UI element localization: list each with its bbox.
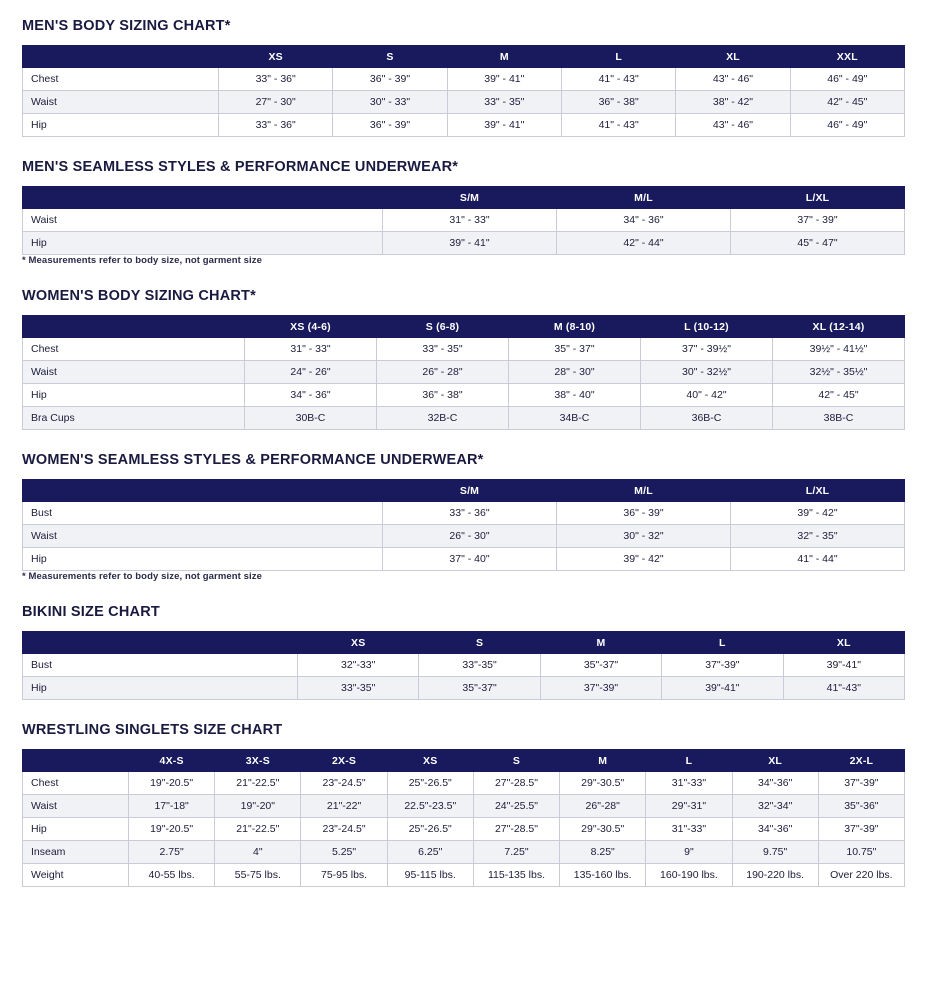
measurement-cell: 33"-35" (298, 677, 419, 700)
column-header: XS (4-6) (245, 316, 377, 338)
measurement-cell: 38B-C (773, 407, 905, 430)
measurement-cell: 4" (215, 841, 301, 864)
measurement-cell: 37"-39" (818, 772, 904, 795)
measurement-cell: 26" - 30" (383, 525, 557, 548)
measurement-cell: 25"-26.5" (387, 772, 473, 795)
measurement-cell: 40-55 lbs. (129, 864, 215, 887)
column-header: S/M (383, 187, 557, 209)
row-label: Waist (23, 525, 383, 548)
measurement-cell: 24"-25.5" (473, 795, 559, 818)
column-header: 2X-L (818, 750, 904, 772)
measurement-cell: 45" - 47" (731, 232, 905, 255)
section-bikini (22, 604, 905, 700)
row-label: Chest (23, 772, 129, 795)
measurement-cell: 23"-24.5" (301, 772, 387, 795)
row-label: Weight (23, 864, 129, 887)
sizing-table-wrestling (22, 749, 905, 887)
table-row (23, 384, 905, 407)
measurement-cell: 42" - 45" (790, 91, 904, 114)
measurement-cell: 25"-26.5" (387, 818, 473, 841)
measurement-cell: 39"-41" (662, 677, 783, 700)
measurement-cell: 10.75" (818, 841, 904, 864)
section-title: MEN'S BODY SIZING CHART* (22, 18, 231, 34)
table-row (23, 818, 905, 841)
measurement-cell: 22.5"-23.5" (387, 795, 473, 818)
table-row (23, 677, 905, 700)
measurement-cell: 21"-22.5" (215, 772, 301, 795)
table-row (23, 795, 905, 818)
measurement-cell: 37" - 40" (383, 548, 557, 571)
row-label: Chest (23, 338, 245, 361)
measurement-cell: 32"-33" (298, 654, 419, 677)
column-header: XL (12-14) (773, 316, 905, 338)
table-row (23, 502, 905, 525)
measurement-cell: 33" - 36" (383, 502, 557, 525)
column-header: 2X-S (301, 750, 387, 772)
column-header: S/M (383, 480, 557, 502)
table-row (23, 407, 905, 430)
measurement-cell: 27"-28.5" (473, 772, 559, 795)
table-row (23, 91, 905, 114)
row-label: Bra Cups (23, 407, 245, 430)
measurement-cell: 32½" - 35½" (773, 361, 905, 384)
measurement-cell: 36" - 38" (561, 91, 675, 114)
table-row (23, 68, 905, 91)
column-header: XL (676, 46, 790, 68)
column-header: 4X-S (129, 750, 215, 772)
measurement-cell: 23"-24.5" (301, 818, 387, 841)
column-header: M (540, 632, 661, 654)
measurement-cell: 34B-C (509, 407, 641, 430)
measurement-cell: 21"-22" (301, 795, 387, 818)
row-label: Hip (23, 232, 383, 255)
measurement-cell: 34"-36" (732, 818, 818, 841)
measurement-cell: 36" - 39" (333, 114, 447, 137)
column-header: S (6-8) (377, 316, 509, 338)
measurement-cell: 41"-43" (783, 677, 904, 700)
measurement-cell: 41" - 43" (561, 114, 675, 137)
measurement-cell: 36" - 38" (377, 384, 509, 407)
table-row (23, 654, 905, 677)
measurement-cell: 30" - 33" (333, 91, 447, 114)
column-header: L/XL (731, 480, 905, 502)
table-row (23, 772, 905, 795)
measurement-cell: 135-160 lbs. (560, 864, 646, 887)
table-header-row (23, 316, 905, 338)
table-corner-cell (23, 750, 129, 772)
column-header: XS (387, 750, 473, 772)
measurement-cell: 9" (646, 841, 732, 864)
table-row (23, 338, 905, 361)
row-label: Waist (23, 795, 129, 818)
measurement-cell: 36B-C (641, 407, 773, 430)
table-row (23, 548, 905, 571)
measurement-cell: 40" - 42" (641, 384, 773, 407)
measurement-cell: 5.25" (301, 841, 387, 864)
measurement-cell: 2.75" (129, 841, 215, 864)
table-header-row (23, 187, 905, 209)
table-header-row (23, 46, 905, 68)
measurement-cell: 41" - 43" (561, 68, 675, 91)
sizing-table-bikini (22, 631, 905, 700)
table-row (23, 864, 905, 887)
measurement-cell: 39" - 41" (383, 232, 557, 255)
column-header: S (473, 750, 559, 772)
measurement-cell: 21"-22.5" (215, 818, 301, 841)
measurement-cell: 9.75" (732, 841, 818, 864)
column-header: L (561, 46, 675, 68)
section-title: BIKINI SIZE CHART (22, 604, 160, 620)
measurement-cell: 34" - 36" (245, 384, 377, 407)
sizing-table-womens-body (22, 315, 905, 430)
measurement-cell: 7.25" (473, 841, 559, 864)
measurement-cell: 39"-41" (783, 654, 904, 677)
column-header: L (646, 750, 732, 772)
measurement-cell: 43" - 46" (676, 68, 790, 91)
measurement-cell: 33" - 35" (377, 338, 509, 361)
measurement-cell: 26" - 28" (377, 361, 509, 384)
measurement-cell: 27"-28.5" (473, 818, 559, 841)
measurement-cell: 39½" - 41½" (773, 338, 905, 361)
column-header: XL (732, 750, 818, 772)
column-header: XL (783, 632, 904, 654)
measurement-cell: 29"-31" (646, 795, 732, 818)
column-header: M (560, 750, 646, 772)
row-label: Hip (23, 677, 298, 700)
column-header: 3X-S (215, 750, 301, 772)
table-corner-cell (23, 480, 383, 502)
row-label: Chest (23, 68, 219, 91)
table-row (23, 232, 905, 255)
column-header: XS (298, 632, 419, 654)
measurement-cell: 39" - 41" (447, 68, 561, 91)
row-label: Bust (23, 502, 383, 525)
table-header-row (23, 480, 905, 502)
row-label: Inseam (23, 841, 129, 864)
measurement-cell: 29"-30.5" (560, 772, 646, 795)
row-label: Hip (23, 114, 219, 137)
section-wrestling (22, 722, 905, 887)
table-corner-cell (23, 187, 383, 209)
measurement-cell: 30" - 32½" (641, 361, 773, 384)
measurement-cell: 31" - 33" (383, 209, 557, 232)
table-row (23, 841, 905, 864)
column-header: M/L (557, 480, 731, 502)
measurement-cell: 36" - 39" (333, 68, 447, 91)
measurement-cell: 46" - 49" (790, 114, 904, 137)
measurement-cell: 39" - 41" (447, 114, 561, 137)
column-header: M/L (557, 187, 731, 209)
row-label: Hip (23, 818, 129, 841)
measurement-cell: 115-135 lbs. (473, 864, 559, 887)
measurement-cell: 37" - 39½" (641, 338, 773, 361)
section-title: MEN'S SEAMLESS STYLES & PERFORMANCE UNDERWEAR* (22, 159, 459, 175)
measurement-cell: 35"-37" (419, 677, 540, 700)
column-header: M (447, 46, 561, 68)
sections-container (22, 18, 905, 887)
section-womens-seamless (22, 452, 905, 582)
measurement-cell: 75-95 lbs. (301, 864, 387, 887)
table-corner-cell (23, 632, 298, 654)
footnote: * Measurements refer to body size, not garment size (22, 255, 263, 266)
row-label: Waist (23, 361, 245, 384)
measurement-cell: 35"-36" (818, 795, 904, 818)
measurement-cell: 34"-36" (732, 772, 818, 795)
measurement-cell: 39" - 42" (731, 502, 905, 525)
measurement-cell: 36" - 39" (557, 502, 731, 525)
measurement-cell: 30" - 32" (557, 525, 731, 548)
measurement-cell: 31" - 33" (245, 338, 377, 361)
row-label: Waist (23, 91, 219, 114)
measurement-cell: 41" - 44" (731, 548, 905, 571)
table-corner-cell (23, 46, 219, 68)
column-header: L (662, 632, 783, 654)
measurement-cell: 33" - 36" (219, 68, 333, 91)
row-label: Waist (23, 209, 383, 232)
section-womens-body (22, 288, 905, 430)
table-header-row (23, 750, 905, 772)
table-row (23, 361, 905, 384)
measurement-cell: 27" - 30" (219, 91, 333, 114)
table-row (23, 525, 905, 548)
measurement-cell: 37"-39" (662, 654, 783, 677)
measurement-cell: 32"-34" (732, 795, 818, 818)
measurement-cell: 34" - 36" (557, 209, 731, 232)
measurement-cell: 28" - 30" (509, 361, 641, 384)
sizing-table-mens-body (22, 45, 905, 137)
measurement-cell: 19"-20" (215, 795, 301, 818)
footnote: * Measurements refer to body size, not garment size (22, 571, 263, 582)
measurement-cell: 46" - 49" (790, 68, 904, 91)
measurement-cell: 160-190 lbs. (646, 864, 732, 887)
table-corner-cell (23, 316, 245, 338)
measurement-cell: 31"-33" (646, 772, 732, 795)
measurement-cell: 29"-30.5" (560, 818, 646, 841)
column-header: M (8-10) (509, 316, 641, 338)
section-title: WOMEN'S BODY SIZING CHART* (22, 288, 256, 304)
measurement-cell: 32B-C (377, 407, 509, 430)
measurement-cell: 38" - 42" (676, 91, 790, 114)
measurement-cell: 35" - 37" (509, 338, 641, 361)
measurement-cell: 37" - 39" (731, 209, 905, 232)
measurement-cell: 42" - 44" (557, 232, 731, 255)
section-mens-seamless (22, 159, 905, 266)
row-label: Hip (23, 384, 245, 407)
sizing-table-mens-seamless (22, 186, 905, 255)
section-mens-body (22, 18, 905, 137)
measurement-cell: 37"-39" (540, 677, 661, 700)
column-header: L/XL (731, 187, 905, 209)
column-header: XXL (790, 46, 904, 68)
measurement-cell: 31"-33" (646, 818, 732, 841)
measurement-cell: 95-115 lbs. (387, 864, 473, 887)
measurement-cell: 190-220 lbs. (732, 864, 818, 887)
column-header: S (419, 632, 540, 654)
measurement-cell: 33" - 35" (447, 91, 561, 114)
measurement-cell: 33"-35" (419, 654, 540, 677)
column-header: XS (219, 46, 333, 68)
table-row (23, 209, 905, 232)
measurement-cell: 6.25" (387, 841, 473, 864)
measurement-cell: 33" - 36" (219, 114, 333, 137)
measurement-cell: 37"-39" (818, 818, 904, 841)
measurement-cell: 19"-20.5" (129, 772, 215, 795)
sizing-table-womens-seamless (22, 479, 905, 571)
measurement-cell: 26"-28" (560, 795, 646, 818)
measurement-cell: 35"-37" (540, 654, 661, 677)
table-header-row (23, 632, 905, 654)
measurement-cell: 43" - 46" (676, 114, 790, 137)
measurement-cell: 55-75 lbs. (215, 864, 301, 887)
measurement-cell: 24" - 26" (245, 361, 377, 384)
column-header: S (333, 46, 447, 68)
section-title: WRESTLING SINGLETS SIZE CHART (22, 722, 283, 738)
measurement-cell: 30B-C (245, 407, 377, 430)
column-header: L (10-12) (641, 316, 773, 338)
section-title: WOMEN'S SEAMLESS STYLES & PERFORMANCE UNDERWEAR* (22, 452, 484, 468)
row-label: Hip (23, 548, 383, 571)
measurement-cell: 32" - 35" (731, 525, 905, 548)
measurement-cell: 39" - 42" (557, 548, 731, 571)
measurement-cell: 17"-18" (129, 795, 215, 818)
measurement-cell: 19"-20.5" (129, 818, 215, 841)
table-row (23, 114, 905, 137)
row-label: Bust (23, 654, 298, 677)
measurement-cell: Over 220 lbs. (818, 864, 904, 887)
measurement-cell: 42" - 45" (773, 384, 905, 407)
measurement-cell: 8.25" (560, 841, 646, 864)
measurement-cell: 38" - 40" (509, 384, 641, 407)
